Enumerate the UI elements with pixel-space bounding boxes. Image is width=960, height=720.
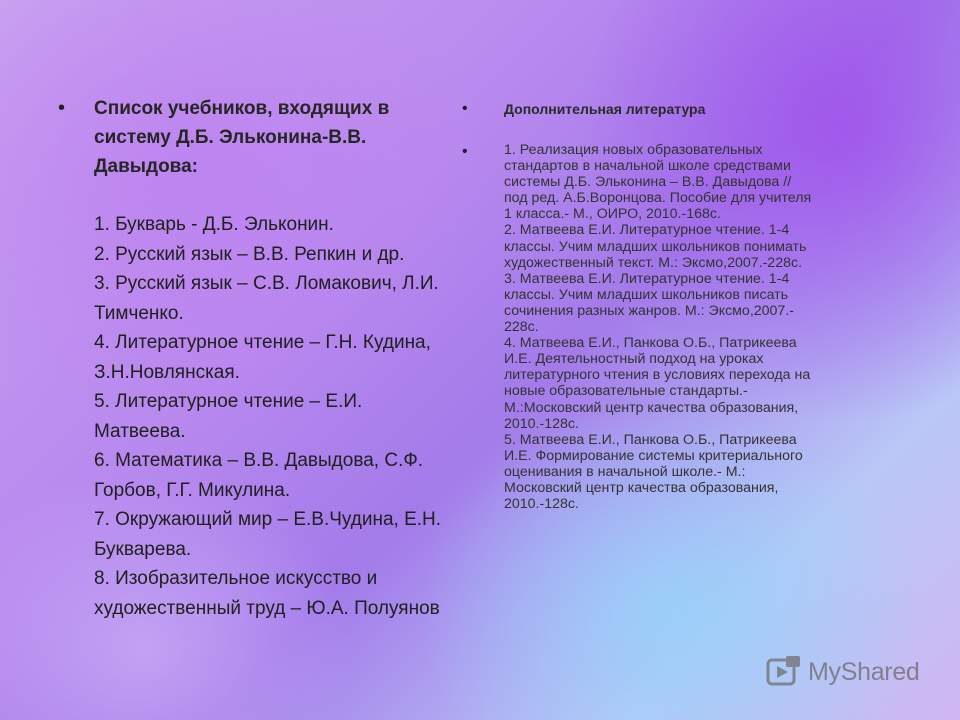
additional-literature-list-block	[462, 142, 922, 512]
textbook-list	[94, 210, 458, 623]
textbook-list-heading: Список учебников, входящих в систему Д.Б. Эльконина-В.В. Давыдова:	[94, 98, 390, 177]
watermark	[766, 654, 920, 690]
additional-literature-list	[504, 142, 922, 512]
list-item: 2. Матвеева Е.И. Литературное чтение. 1-4 классы. Учим младших школьников понимать художественный текст. М.: Эксмо,2007.-228с.	[504, 222, 807, 271]
list-item: 3. Матвеева Е.И. Литературное чтение. 1-4 классы. Учим младших школьников писать сочинения разных жанров. М.: Эксмо,2007.- 228с.	[504, 270, 794, 336]
textbook-list-block	[58, 94, 458, 623]
bullet-marker: •	[58, 97, 66, 119]
list-item: 5. Матвеева Е.И., Панкова О.Б., Патрикеева И.Е. Формирование системы критериального оценивания в начальной школе.- М.: Московский центр качества образования, 2010.-128с.	[504, 431, 803, 513]
list-item: 5. Литературное чтение – Е.И. Матвеева.	[94, 391, 363, 442]
left-column	[58, 94, 458, 623]
watermark-text: MyShared	[808, 657, 920, 686]
myshared-logo-icon	[766, 654, 802, 690]
list-item: 3. Русский язык – С.В. Ломакович, Л.И. Тимченко.	[94, 273, 439, 324]
list-item: 2. Русский язык – В.В. Репкин и др.	[94, 243, 405, 265]
list-item: 1. Реализация новых образовательных стандартов в начальной школе средствами системы Д.Б. Эльконина – В.В. Давыдова // под ред. А.Б.Воронцова. Пособие для учителя 1 класса.- М., ОИРО, 2010.-168с.	[504, 142, 812, 223]
right-column	[462, 98, 922, 512]
bullet-marker: •	[462, 100, 468, 117]
list-item: 7. Окружающий мир – Е.В.Чудина, Е.Н. Букварева.	[94, 509, 442, 560]
list-item: 6. Математика – В.В. Давыдова, С.Ф. Горбов, Г.Г. Микулина.	[94, 450, 424, 501]
bullet-marker: •	[462, 143, 468, 160]
additional-literature-heading: Дополнительная литература	[504, 101, 706, 117]
list-item: 4. Матвеева Е.И., Панкова О.Б., Патрикеева И.Е. Деятельностный подход на уроках литературного чтения в условиях перехода на новые образовательные стандарты.- М.:Московский центр качества образования, 2010.-128с.	[504, 335, 811, 432]
additional-literature-block	[462, 98, 922, 120]
list-item: 1. Букварь - Д.Б. Эльконин.	[94, 214, 334, 235]
list-item: 8. Изобразительное искусство и художественный труд – Ю.А. Полуянов	[94, 568, 440, 619]
list-item: 4. Литературное чтение – Г.Н. Кудина, З.Н.Новлянская.	[94, 332, 431, 383]
